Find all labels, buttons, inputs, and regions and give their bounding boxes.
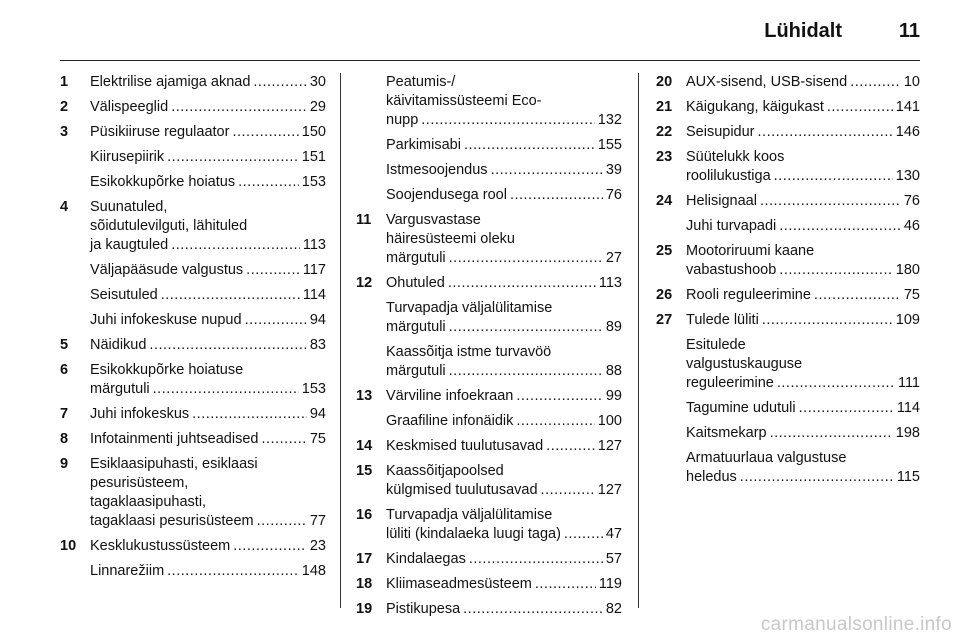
entry-number: 17: [356, 551, 373, 567]
entry-leader-line: [686, 217, 920, 236]
entry-text: Süütelukk koos: [686, 149, 785, 165]
entry-leader-line: [386, 274, 622, 293]
entry-text: Tulede lüliti: [686, 312, 759, 328]
entry-text: Suunatuled,: [90, 199, 168, 215]
dot-leader: [253, 73, 306, 92]
entry-text: häiresüsteemi oleku: [386, 231, 515, 247]
entry-text: märgutuli: [386, 363, 446, 379]
entry-text: Armatuurlaua valgustuse: [686, 450, 847, 466]
index-entry: [656, 148, 920, 186]
index-entry: [60, 430, 326, 449]
index-entry: [356, 136, 622, 155]
dot-leader: [238, 173, 299, 192]
page-number: 11: [898, 20, 920, 42]
entry-page-ref: 198: [895, 425, 920, 441]
entry-page-ref: 30: [309, 74, 326, 90]
entry-leader-line: [386, 111, 622, 130]
entry-leader-line: [686, 311, 920, 330]
index-entry: [356, 575, 622, 594]
entry-text: tagaklaasi pesurisüsteem: [90, 513, 254, 529]
dot-leader: [814, 286, 901, 305]
dot-leader: [449, 362, 603, 381]
entry-page-ref: 57: [605, 551, 622, 567]
entry-text: märgutuli: [90, 381, 150, 397]
entry-number: 10: [60, 538, 77, 554]
entry-leader-line: [90, 236, 326, 255]
entry-number: 4: [60, 199, 69, 215]
entry-text: Juhi infokeskuse nupud: [90, 312, 242, 328]
index-entry: [656, 399, 920, 418]
entry-page-ref: 180: [895, 262, 920, 278]
dot-leader: [232, 123, 298, 142]
index-entry: [356, 211, 622, 268]
entry-text: Seisutuled: [90, 287, 158, 303]
entry-page-ref: 77: [309, 513, 326, 529]
entry-text: Kindalaegas: [386, 551, 466, 567]
entry-text: Juhi turvapadi: [686, 218, 777, 234]
entry-text: Tagumine udutuli: [686, 400, 796, 416]
entry-text: Rooli reguleerimine: [686, 287, 811, 303]
entry-text: Parkimisabi: [386, 137, 461, 153]
entry-leader-line: [90, 512, 326, 531]
column-divider-2: [638, 73, 639, 608]
entry-page-ref: 94: [309, 406, 326, 422]
dot-leader: [541, 481, 595, 500]
entry-page-ref: 10: [903, 74, 920, 90]
entry-text: Esikokkupõrke hoiatus: [90, 174, 236, 190]
entry-text: nupp: [386, 112, 419, 128]
entry-leader-line: [90, 380, 326, 399]
entry-text: külgmised tuulutusavad: [386, 482, 538, 498]
dot-leader: [463, 600, 603, 619]
entry-page-ref: 75: [903, 287, 920, 303]
index-entry: [356, 462, 622, 500]
index-column-2: [356, 73, 622, 625]
entry-number: 25: [656, 243, 673, 259]
entry-text: Kaassõitja istme turvavöö: [386, 344, 552, 360]
entry-number: 14: [356, 438, 373, 454]
entry-text: Linnarežiim: [90, 563, 165, 579]
entry-leader-line: [90, 123, 326, 142]
entry-number: 19: [356, 601, 373, 617]
entry-leader-line: [386, 550, 622, 569]
dot-leader: [261, 430, 306, 449]
index-column-1: [60, 73, 326, 587]
dot-leader: [777, 374, 895, 393]
entry-number: 16: [356, 507, 373, 523]
entry-page-ref: 151: [301, 149, 326, 165]
entry-page-ref: 29: [309, 99, 326, 115]
entry-page-ref: 100: [597, 413, 622, 429]
dot-leader: [510, 186, 603, 205]
index-entry: [60, 336, 326, 355]
entry-page-ref: 127: [597, 482, 622, 498]
entry-page-ref: 127: [597, 438, 622, 454]
entry-page-ref: 148: [301, 563, 326, 579]
entry-text: Kiirusepiirik: [90, 149, 165, 165]
index-entry: [356, 600, 622, 619]
entry-leader-line: [90, 405, 326, 424]
entry-page-ref: 27: [605, 250, 622, 266]
entry-page-ref: 153: [301, 174, 326, 190]
entry-number: 6: [60, 362, 69, 378]
entry-page-ref: 113: [598, 275, 622, 291]
entry-number: 1: [60, 74, 69, 90]
entry-leader-line: [686, 167, 920, 186]
dot-leader: [779, 217, 901, 236]
entry-text: roolilukustiga: [686, 168, 771, 184]
entry-text: vabastushoob: [686, 262, 777, 278]
entry-leader-line: [90, 98, 326, 117]
index-entry: [356, 186, 622, 205]
entry-page-ref: 89: [605, 319, 622, 335]
entry-text: Graafiline infonäidik: [386, 413, 514, 429]
index-entry: [356, 550, 622, 569]
index-entry: [60, 286, 326, 305]
entry-leader-line: [90, 261, 326, 280]
index-entry: [356, 343, 622, 381]
entry-text: Värviline infoekraan: [386, 388, 514, 404]
entry-text: Soojendusega rool: [386, 187, 507, 203]
index-column-3: [656, 73, 920, 493]
entry-page-ref: 114: [896, 400, 920, 416]
dot-leader: [257, 512, 307, 531]
index-entry: [356, 506, 622, 544]
entry-leader-line: [90, 311, 326, 330]
index-entry: [60, 311, 326, 330]
index-entry: [60, 73, 326, 92]
index-entry: [60, 562, 326, 581]
entry-leader-line: [386, 186, 622, 205]
index-entry: [60, 361, 326, 399]
entry-leader-line: [90, 173, 326, 192]
entry-text: Kesklukustussüsteem: [90, 538, 231, 554]
entry-leader-line: [386, 318, 622, 337]
entry-leader-line: [686, 73, 920, 92]
dot-leader: [449, 249, 603, 268]
entry-page-ref: 99: [605, 388, 622, 404]
entry-page-ref: 119: [598, 576, 622, 592]
entry-text: Välispeeglid: [90, 99, 169, 115]
entry-page-ref: 153: [301, 381, 326, 397]
entry-page-ref: 88: [605, 363, 622, 379]
index-entry: [60, 98, 326, 117]
entry-text: AUX-sisend, USB-sisend: [686, 74, 848, 90]
index-entry: [60, 173, 326, 192]
entry-number: 20: [656, 74, 673, 90]
dot-leader: [464, 136, 595, 155]
entry-text: Näidikud: [90, 337, 147, 353]
entry-text: ja kaugtuled: [90, 237, 169, 253]
entry-page-ref: 150: [301, 124, 326, 140]
entry-text: Esikokkupõrke hoiatuse: [90, 362, 244, 378]
entry-page-ref: 155: [597, 137, 622, 153]
entry-leader-line: [386, 362, 622, 381]
index-entry: [356, 161, 622, 180]
entry-page-ref: 113: [302, 237, 326, 253]
dot-leader: [546, 437, 595, 456]
entry-text: Turvapadja väljalülitamise: [386, 507, 553, 523]
entry-text: käivitamissüsteemi Eco-: [386, 93, 542, 109]
index-entry: [60, 148, 326, 167]
entry-text: lüliti (kindalaeka luugi taga): [386, 526, 561, 542]
dot-leader: [167, 148, 299, 167]
entry-leader-line: [90, 562, 326, 581]
entry-text: Keskmised tuulutusavad: [386, 438, 544, 454]
index-entry: [656, 73, 920, 92]
entry-text: Kaitsmekarp: [686, 425, 767, 441]
dot-leader: [246, 261, 300, 280]
entry-text: Seisupidur: [686, 124, 755, 140]
entry-leader-line: [90, 430, 326, 449]
entry-leader-line: [90, 73, 326, 92]
entry-leader-line: [686, 192, 920, 211]
entry-leader-line: [386, 600, 622, 619]
dot-leader: [564, 525, 603, 544]
entry-page-ref: 130: [895, 168, 920, 184]
index-entry: [356, 73, 622, 130]
entry-leader-line: [90, 148, 326, 167]
dot-leader: [770, 424, 893, 443]
dot-leader: [779, 261, 893, 280]
index-entry: [60, 123, 326, 142]
dot-leader: [153, 380, 299, 399]
dot-leader: [171, 236, 300, 255]
index-entry: [656, 311, 920, 330]
entry-number: 27: [656, 312, 673, 328]
entry-page-ref: 76: [903, 193, 920, 209]
entry-leader-line: [386, 136, 622, 155]
entry-leader-line: [386, 525, 622, 544]
entry-number: 2: [60, 99, 69, 115]
entry-page-ref: 82: [605, 601, 622, 617]
dot-leader: [167, 562, 299, 581]
index-entry: [356, 299, 622, 337]
entry-text: Elektrilise ajamiga aknad: [90, 74, 251, 90]
entry-number: 13: [356, 388, 373, 404]
index-entry: [656, 424, 920, 443]
entry-number: 15: [356, 463, 373, 479]
entry-number: 3: [60, 124, 69, 140]
dot-leader: [149, 336, 306, 355]
index-entry: [60, 198, 326, 255]
index-entry: [356, 437, 622, 456]
entry-page-ref: 75: [309, 431, 326, 447]
dot-leader: [850, 73, 901, 92]
dot-leader: [740, 468, 894, 487]
entry-leader-line: [386, 387, 622, 406]
entry-text: märgutuli: [386, 319, 446, 335]
entry-page-ref: 146: [895, 124, 920, 140]
entry-text: Kliimaseadmesüsteem: [386, 576, 532, 592]
entry-leader-line: [686, 468, 920, 487]
entry-text: reguleerimine: [686, 375, 774, 391]
entry-leader-line: [686, 399, 920, 418]
entry-leader-line: [686, 98, 920, 117]
entry-page-ref: 47: [605, 526, 622, 542]
index-entry: [656, 217, 920, 236]
entry-leader-line: [386, 412, 622, 431]
index-entry: [60, 261, 326, 280]
entry-number: 21: [656, 99, 673, 115]
entry-leader-line: [686, 374, 920, 393]
entry-leader-line: [386, 161, 622, 180]
section-title: Lühidalt: [764, 20, 842, 42]
entry-page-ref: 109: [895, 312, 920, 328]
entry-number: 24: [656, 193, 673, 209]
dot-leader: [774, 167, 893, 186]
entry-page-ref: 117: [302, 262, 326, 278]
entry-leader-line: [686, 286, 920, 305]
entry-page-ref: 46: [903, 218, 920, 234]
index-entry: [656, 336, 920, 393]
dot-leader: [491, 161, 603, 180]
entry-page-ref: 39: [605, 162, 622, 178]
dot-leader: [421, 111, 595, 130]
entry-page-ref: 132: [597, 112, 622, 128]
dot-leader: [516, 412, 594, 431]
entry-page-ref: 115: [896, 469, 920, 485]
dot-leader: [161, 286, 300, 305]
entry-number: 5: [60, 337, 69, 353]
dot-leader: [192, 405, 307, 424]
entry-text: Käigukang, käigukast: [686, 99, 824, 115]
entry-text: Peatumis-/: [386, 74, 456, 90]
entry-text: Ohutuled: [386, 275, 445, 291]
entry-text: Püsikiiruse regulaator: [90, 124, 230, 140]
entry-page-ref: 83: [309, 337, 326, 353]
entry-text: Esitulede: [686, 337, 746, 353]
entry-leader-line: [686, 261, 920, 280]
entry-text: Kaassõitjapoolsed: [386, 463, 504, 479]
entry-text: Mootoriruumi kaane: [686, 243, 815, 259]
index-entry: [656, 123, 920, 142]
entry-leader-line: [386, 437, 622, 456]
index-entry: [656, 286, 920, 305]
dot-leader: [762, 311, 893, 330]
page-header: [60, 18, 920, 50]
entry-page-ref: 23: [309, 538, 326, 554]
entry-page-ref: 114: [302, 287, 326, 303]
dot-leader: [758, 123, 893, 142]
dot-leader: [535, 575, 596, 594]
dot-leader: [469, 550, 603, 569]
entry-text: Vargusvastase: [386, 212, 481, 228]
entry-text: Turvapadja väljalülitamise: [386, 300, 553, 316]
entry-number: 12: [356, 275, 373, 291]
entry-number: 7: [60, 406, 69, 422]
header-rule: [60, 60, 920, 61]
index-entry: [60, 455, 326, 531]
dot-leader: [827, 98, 893, 117]
entry-page-ref: 111: [897, 375, 920, 391]
entry-leader-line: [386, 249, 622, 268]
dot-leader: [760, 192, 901, 211]
dot-leader: [245, 311, 307, 330]
entry-leader-line: [90, 537, 326, 556]
column-divider-1: [340, 73, 341, 608]
watermark: carmanualsonline.info: [760, 614, 952, 635]
entry-number: 11: [356, 212, 372, 228]
dot-leader: [516, 387, 603, 406]
entry-text: valgustuskauguse: [686, 356, 803, 372]
entry-number: 9: [60, 456, 69, 472]
entry-text: Infotainmenti juhtseadised: [90, 431, 259, 447]
dot-leader: [449, 318, 603, 337]
entry-number: 8: [60, 431, 69, 447]
entry-text: Juhi infokeskus: [90, 406, 190, 422]
index-entry: [656, 98, 920, 117]
index-entry: [656, 192, 920, 211]
dot-leader: [171, 98, 307, 117]
entry-text: Pistikupesa: [386, 601, 461, 617]
entry-number: 18: [356, 576, 373, 592]
entry-text: sõidutulevilguti, lähituled: [90, 218, 248, 234]
index-entry: [356, 387, 622, 406]
entry-page-ref: 94: [309, 312, 326, 328]
index-entry: [656, 242, 920, 280]
index-entry: [356, 412, 622, 431]
index-entry: [356, 274, 622, 293]
entry-leader-line: [686, 123, 920, 142]
dot-leader: [799, 399, 894, 418]
entry-page-ref: 76: [605, 187, 622, 203]
dot-leader: [233, 537, 307, 556]
entry-text: märgutuli: [386, 250, 446, 266]
entry-text: heledus: [686, 469, 737, 485]
entry-leader-line: [686, 424, 920, 443]
entry-leader-line: [386, 575, 622, 594]
index-entry: [60, 405, 326, 424]
entry-text: Väljapääsude valgustus: [90, 262, 244, 278]
entry-text: tagaklaasipuhasti,: [90, 494, 207, 510]
entry-text: Istmesoojendus: [386, 162, 488, 178]
index-entry: [656, 449, 920, 487]
entry-text: Esiklaasipuhasti, esiklaasi: [90, 456, 258, 472]
entry-leader-line: [90, 336, 326, 355]
entry-leader-line: [386, 481, 622, 500]
entry-page-ref: 141: [895, 99, 920, 115]
dot-leader: [448, 274, 596, 293]
entry-text: pesurisüsteem,: [90, 475, 189, 491]
entry-number: 26: [656, 287, 673, 303]
index-entry: [60, 537, 326, 556]
entry-number: 23: [656, 149, 673, 165]
entry-text: Helisignaal: [686, 193, 757, 209]
entry-leader-line: [90, 286, 326, 305]
entry-number: 22: [656, 124, 673, 140]
